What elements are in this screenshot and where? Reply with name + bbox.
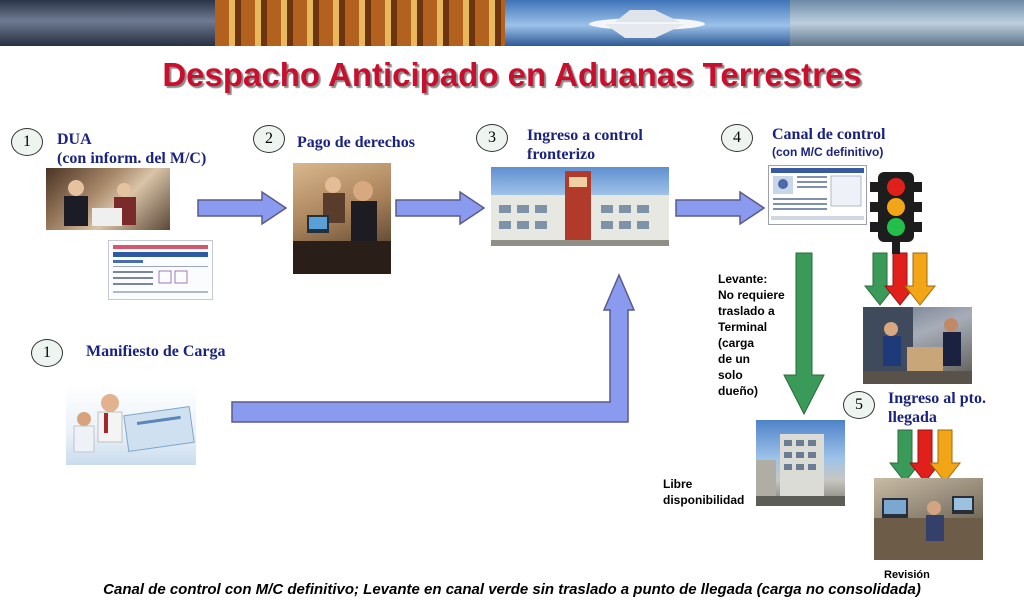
traffic-light-icon bbox=[870, 168, 922, 254]
web-form-icon bbox=[109, 241, 212, 299]
arrow-levante-green bbox=[784, 253, 824, 414]
manifiesto-label: Manifiesto de Carga bbox=[86, 343, 226, 360]
libre-line: disponibilidad bbox=[663, 493, 745, 507]
web-page-icon bbox=[769, 166, 866, 224]
step-4-title: Canal de control bbox=[772, 126, 886, 143]
arrow-llegada-naranja bbox=[930, 430, 960, 482]
libre-disponibilidad-label bbox=[663, 476, 744, 508]
levante-line: dueño) bbox=[718, 384, 758, 398]
arrow-2-to-3 bbox=[396, 192, 484, 224]
levante-note bbox=[718, 271, 785, 399]
step-3-subtitle: fronterizo bbox=[527, 146, 596, 163]
step-5-label bbox=[888, 389, 986, 427]
levante-line: de un bbox=[718, 352, 750, 366]
payment-counter-icon bbox=[293, 163, 391, 274]
office-people-icon bbox=[46, 168, 170, 230]
page-title: Despacho Anticipado en Aduanas Terrestres bbox=[162, 56, 862, 93]
step-1-number: 1 bbox=[11, 128, 43, 156]
step-1-people-photo bbox=[46, 168, 170, 230]
step-4-subtitle: (con M/C definitivo) bbox=[772, 145, 884, 159]
levante-line: (carga bbox=[718, 336, 755, 350]
step-1-label bbox=[57, 130, 206, 168]
step-2-number: 2 bbox=[253, 125, 285, 153]
step-3-customs-building-photo bbox=[491, 167, 669, 246]
step-1-title: DUA bbox=[57, 131, 92, 148]
levante-line: Levante: bbox=[718, 272, 768, 286]
control-web-screenshot bbox=[768, 165, 867, 225]
manifest-documents-icon bbox=[66, 385, 196, 465]
arrow-canal-naranja bbox=[905, 253, 935, 305]
arrow-3-to-4 bbox=[676, 192, 764, 224]
step-5-subtitle: llegada bbox=[888, 409, 937, 426]
traffic-light-graphic bbox=[870, 168, 922, 254]
terminal-building-icon bbox=[756, 420, 845, 506]
step-5-title: Ingreso al pto. bbox=[888, 390, 986, 407]
customs-building-icon bbox=[491, 167, 669, 246]
levante-line: solo bbox=[718, 368, 743, 382]
dua-web-form-screenshot bbox=[108, 240, 213, 300]
arrow-llegada-rojo bbox=[910, 430, 940, 482]
step-3-title: Ingreso a control bbox=[527, 127, 643, 144]
step-1-subtitle: (con inform. del M/C) bbox=[57, 150, 207, 167]
libre-line: Libre bbox=[663, 477, 693, 491]
step-3-number: 3 bbox=[476, 124, 508, 152]
step-2-payment-photo bbox=[293, 163, 391, 274]
arrow-llegada-verde bbox=[890, 430, 920, 482]
step-2-label: Pago de derechos bbox=[297, 134, 415, 151]
step-5-number: 5 bbox=[843, 391, 875, 419]
inspection-photo bbox=[863, 307, 972, 384]
step-3-label bbox=[527, 126, 643, 164]
revision-office-icon bbox=[874, 478, 983, 560]
revision-label: Revisión bbox=[884, 569, 930, 581]
levante-line: No requiere bbox=[718, 288, 785, 302]
arrow-manifiesto-to-control bbox=[232, 275, 634, 422]
step-4-number: 4 bbox=[721, 124, 753, 152]
levante-line: traslado a bbox=[718, 304, 775, 318]
arrow-1-to-2 bbox=[198, 192, 286, 224]
revision-office-photo bbox=[874, 478, 983, 560]
cargo-inspection-icon bbox=[863, 307, 972, 384]
diagram-caption: Canal de control con M/C definitivo; Levante en canal verde sin traslado a punto de llegada (carga no consolidada) bbox=[103, 581, 921, 598]
arrow-canal-verde bbox=[865, 253, 895, 305]
manifiesto-photo bbox=[66, 385, 196, 465]
arrow-canal-rojo bbox=[885, 253, 915, 305]
levante-line: Terminal bbox=[718, 320, 768, 334]
manifiesto-step-number: 1 bbox=[31, 339, 63, 367]
terminal-building-photo bbox=[756, 420, 845, 506]
